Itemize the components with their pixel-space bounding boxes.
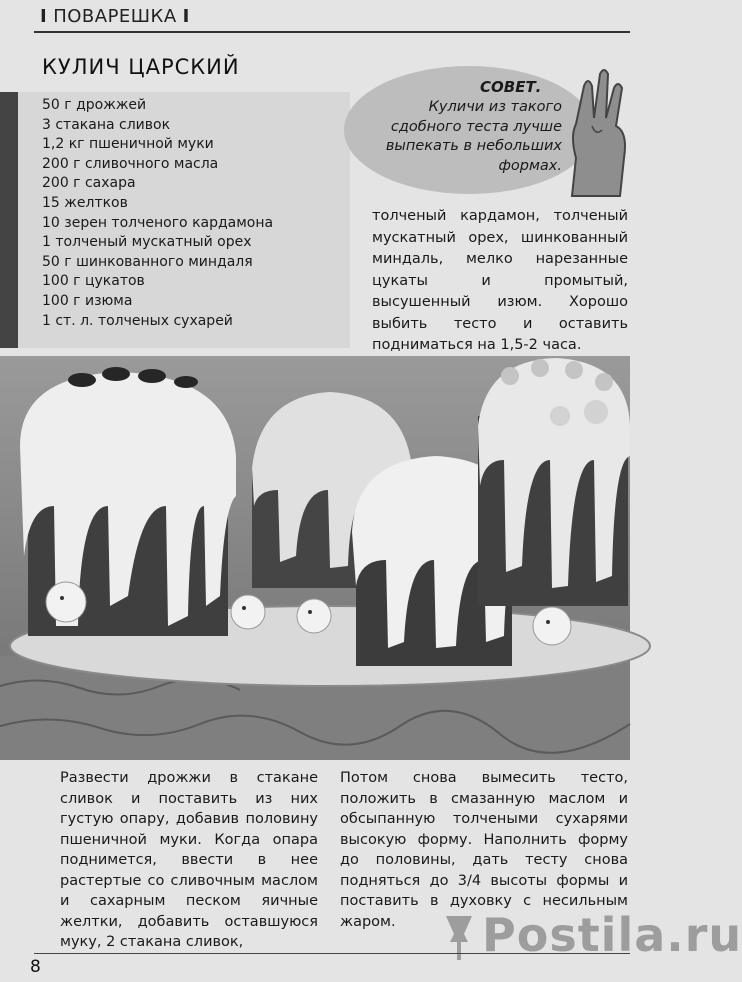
ingredient-item: 200 г сахара bbox=[42, 175, 136, 192]
page-number: 8 bbox=[30, 957, 41, 977]
ingredient-item: 3 стакана сливок bbox=[42, 116, 171, 133]
ingredients-panel bbox=[0, 92, 350, 348]
tip-heading: СОВЕТ. bbox=[480, 78, 542, 96]
section-name: ПОВАРЕШКА bbox=[53, 6, 177, 27]
ingredient-item: 100 г цукатов bbox=[42, 273, 145, 290]
ingredient-item: 1 толченый мускатный орех bbox=[42, 234, 252, 251]
ingredient-item: 100 г изюма bbox=[42, 292, 133, 309]
pointing-hand-image bbox=[562, 66, 634, 198]
ingredient-item: 10 зерен толченого кардамона bbox=[42, 214, 274, 231]
ingredient-item: 1 ст. л. толченых сухарей bbox=[42, 312, 233, 329]
ingredient-item: 200 г сливочного масла bbox=[42, 155, 219, 172]
kulich-photo bbox=[0, 356, 630, 760]
header-rule bbox=[34, 31, 630, 33]
header-bar-left: I bbox=[40, 6, 48, 27]
ingredient-item: 50 г дрожжей bbox=[42, 97, 147, 113]
header-bar-right: I bbox=[182, 6, 190, 27]
ingredient-item: 1,2 кг пшеничной муки bbox=[42, 136, 214, 153]
method-continuation: толченый кардамон, толченый мускатный орех, шинкованный миндаль, мелко нарезанные цукаты и промытый, высушенный изюм. Хорошо выбить тесто и оставить подниматься на 1,5-2 часа. bbox=[372, 208, 628, 353]
ingredient-item: 50 г шинкованного миндаля bbox=[42, 253, 253, 270]
watermark bbox=[438, 904, 742, 968]
recipe-title: КУЛИЧ ЦАРСКИЙ bbox=[42, 55, 240, 79]
tip-text: Куличи из такого сдобного теста лучше выпекать в небольших формах. bbox=[385, 99, 562, 174]
pin-icon bbox=[438, 912, 480, 962]
section-header bbox=[34, 6, 196, 27]
ingredients-list bbox=[42, 96, 350, 331]
method-left-column: Развести дрожжи в стакане сливок и поставить из них густую опару, добавив половину пшеничной муки. Когда опара поднимется, ввести в нее растертые со сливочным маслом и сахарным песком яичные желтки, добавить оставшуюся муку, 2 стакана сливок, bbox=[60, 770, 318, 950]
footer-rule bbox=[34, 953, 630, 954]
watermark-text: Postila.ru bbox=[482, 908, 742, 962]
method-right-column: Потом снова вымесить тесто, положить в смазанную маслом и обсыпанную толчеными сухарями высокую форму. Наполнить форму до половины, дать тесту снова подняться до 3/4 высоты формы и поставить в духовку с несильным жаром. bbox=[340, 770, 628, 930]
ingredient-item: 15 желтков bbox=[42, 194, 128, 211]
